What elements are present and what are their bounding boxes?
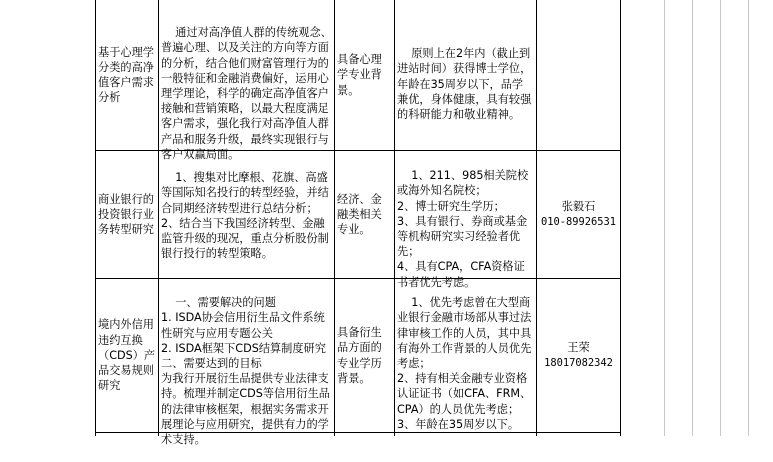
topic-text: 基于心理学分类的高净值客户需求分析 [98, 45, 154, 105]
contact-phone: 010-89926531 [540, 215, 617, 228]
empty-column-divider [720, 0, 721, 436]
table-cell-requirements[interactable] [395, 31, 536, 150]
major-text: 经济、金融类相关专业。 [337, 192, 382, 237]
table-cell-topic[interactable] [96, 0, 158, 150]
table-cell-contact[interactable] [537, 151, 620, 278]
contact-name: 张毅石 [561, 200, 596, 214]
table-cell-major[interactable] [335, 279, 394, 432]
content-text: 通过对高净值人群的传统观念、普遍心理、以及关注的方向等方面的分析，结合他们财富管理行为的一般特征和金融消费偏好，运用心理学理论，科学的确定高净值客户接触和营销策略，以最大程度满足客户需求，强化我行对高净值人群产品和服务升级，最终实现银行与客户双赢局面。 [161, 26, 332, 161]
topic-text: 境内外信用违约互换（CDS）产品交易规则研究 [98, 318, 156, 393]
table-cell-contact[interactable] [537, 0, 620, 150]
requirements-text: 1、211、985相关院校或海外知名院校； 2、博士研究生学历； 3、具有银行、券商或基金等机构研究实习经验者优先； 4、具有CPA，CFA资格证书者优先考虑。 [397, 169, 529, 289]
contact-phone: 18017082342 [544, 356, 613, 369]
empty-column-divider [664, 0, 665, 436]
table-cell-topic[interactable] [96, 151, 158, 278]
table-cell-content[interactable] [159, 280, 334, 447]
table-cell-contact[interactable] [537, 279, 620, 432]
table-cell-major[interactable] [335, 151, 394, 278]
table-cell-requirements[interactable] [395, 153, 536, 289]
table-cell-requirements[interactable] [395, 280, 536, 432]
column-divider [620, 0, 621, 436]
major-text: 具备心理学专业背景。 [337, 53, 382, 97]
requirements-text: 1、优先考虑曾在大型商业银行金融市场部从事过法律审核工作的人员，其中具有海外工作背景的人员优先考虑； 2、持有相关金融专业资格认证证书（如CFA、FRM、CPA）的人员优先考虑； 3、年龄在35周岁以下。 [397, 296, 532, 431]
table-cell-topic[interactable] [96, 279, 158, 432]
contact-name: 王荣 [567, 341, 590, 355]
requirements-text: 原则上在2年内（截止到进站时间）获得博士学位，年龄在35周岁以下，品学兼优，身体健康，具有较强的科研能力和敬业精神。 [397, 47, 532, 122]
content-text: 一、需要解决的问题 1. ISDA协会信用衍生品文件系统性研究与应用专题公关 2. ISDA框架下CDS结算制度研究 二、需要达到的目标 为我行开展衍生品提供专业法律支持。梳理并制定CDS等信用衍生品的法律审核框架，根据实务需求开展理论与应用研究，提供有力的学术支持。 [161, 296, 330, 447]
empty-column-divider [748, 0, 749, 436]
table-cell-content[interactable] [159, 10, 334, 161]
empty-column-divider [692, 0, 693, 436]
major-text: 具备衍生品方面的专业学历背景。 [337, 326, 382, 385]
table-cell-content[interactable] [159, 155, 334, 278]
table-cell-major[interactable] [335, 0, 394, 150]
topic-text: 商业银行的投资银行业务转型研究 [98, 192, 154, 237]
content-text: 1、搜集对比摩根、花旗、高盛等国际知名投行的转型经验，并结合同期经济转型进行总结分析； 2、结合当下我国经济转型、金融监管升级的现况，重点分析股份制银行投行的转型策略。 [161, 171, 329, 261]
